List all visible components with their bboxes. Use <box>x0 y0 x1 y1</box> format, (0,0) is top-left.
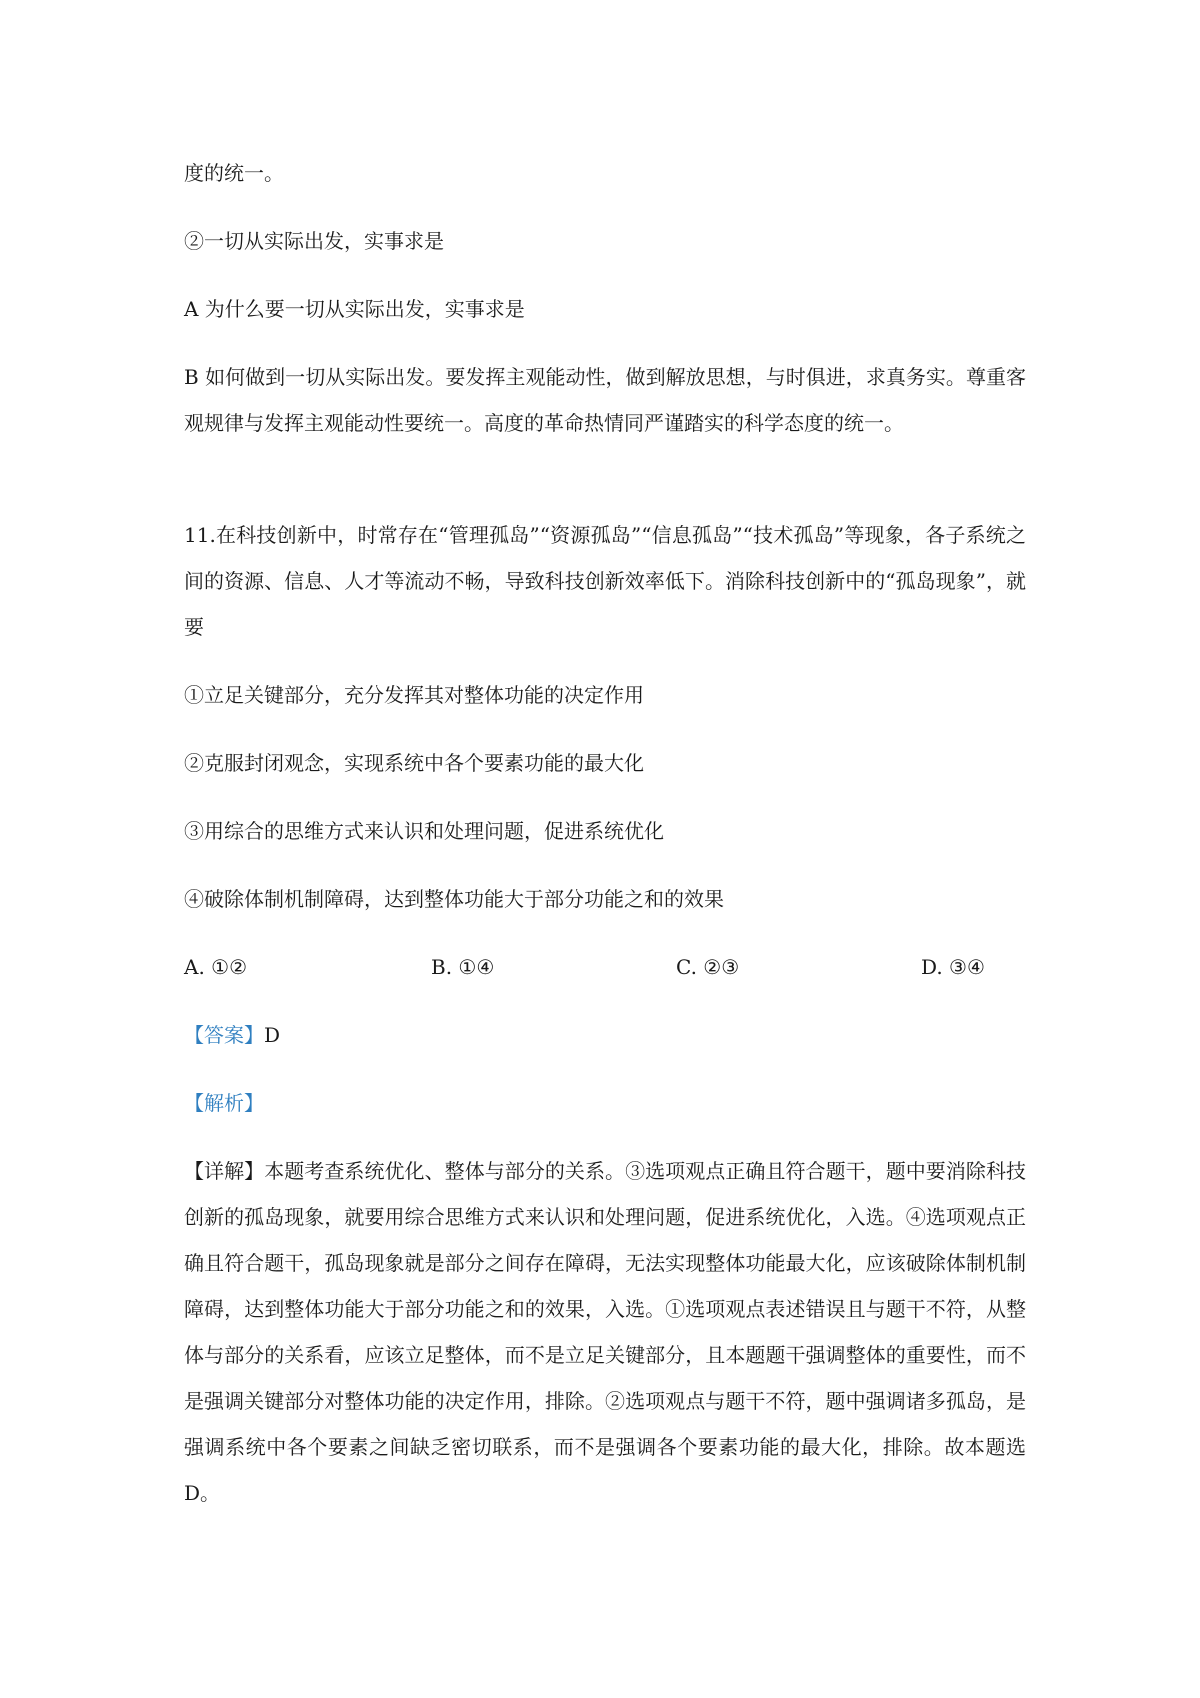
option-c: C. ②③ <box>676 955 740 979</box>
statement-1: ①立足关键部分，充分发挥其对整体功能的决定作用 <box>184 683 644 707</box>
analysis-line <box>184 1080 1026 1126</box>
point-2: ②一切从实际出发，实事求是 <box>184 229 444 253</box>
point-b: B 如何做到一切从实际出发。要发挥主观能动性，做到解放思想，与时俱进，求真务实。尊重客观规律与发挥主观能动性要统一。高度的革命热情同严谨踏实的科学态度的统一。 <box>184 365 1026 435</box>
document-page <box>184 150 1026 1516</box>
answer-line <box>184 1012 1026 1058</box>
analysis-tag: 【解析】 <box>184 1091 264 1115</box>
option-d: D. ③④ <box>921 955 985 979</box>
section-gap <box>184 468 1026 512</box>
detail-paragraph <box>184 1148 1026 1516</box>
answer-value: D <box>264 1023 281 1047</box>
answer-options <box>184 944 1026 990</box>
statement-3: ③用综合的思维方式来认识和处理问题，促进系统优化 <box>184 819 664 843</box>
fragment-line: 度的统一。 <box>184 161 284 185</box>
detail-text: 本题考查系统优化、整体与部分的关系。③选项观点正确且符合题干，题中要消除科技创新的孤岛现象，就要用综合思维方式来认识和处理问题，促进系统优化，入选。④选项观点正确且符合题干，孤岛现象就是部分之间存在障碍，无法实现整体功能最大化，应该破除体制机制障碍，达到整体功能大于部分功能之和的效果，入选。①选项观点表述错误且与题干不符，从整体与部分的关系看，应该立足整体，而不是立足关键部分，且本题题干强调整体的重要性，而不是强调关键部分对整体功能的决定作用，排除。②选项观点与题干不符，题中强调诸多孤岛，是强调系统中各个要素之间缺乏密切联系，而不是强调各个要素功能的最大化，排除。故本题选 D。 <box>184 1159 1027 1505</box>
statement-2: ②克服封闭观念，实现系统中各个要素功能的最大化 <box>184 751 644 775</box>
option-a: A. ①② <box>184 955 248 979</box>
point-a: A 为什么要一切从实际出发，实事求是 <box>184 297 525 321</box>
option-b: B. ①④ <box>431 955 495 979</box>
detail-tag: 【详解】 <box>184 1159 265 1183</box>
question-stem: 11.在科技创新中，时常存在“管理孤岛”“资源孤岛”“信息孤岛”“技术孤岛”等现象，各子系统之间的资源、信息、人才等流动不畅，导致科技创新效率低下。消除科技创新中的“孤岛现象”，就要 <box>184 523 1026 639</box>
answer-tag: 【答案】 <box>184 1023 264 1047</box>
statement-4: ④破除体制机制障碍，达到整体功能大于部分功能之和的效果 <box>184 887 724 911</box>
